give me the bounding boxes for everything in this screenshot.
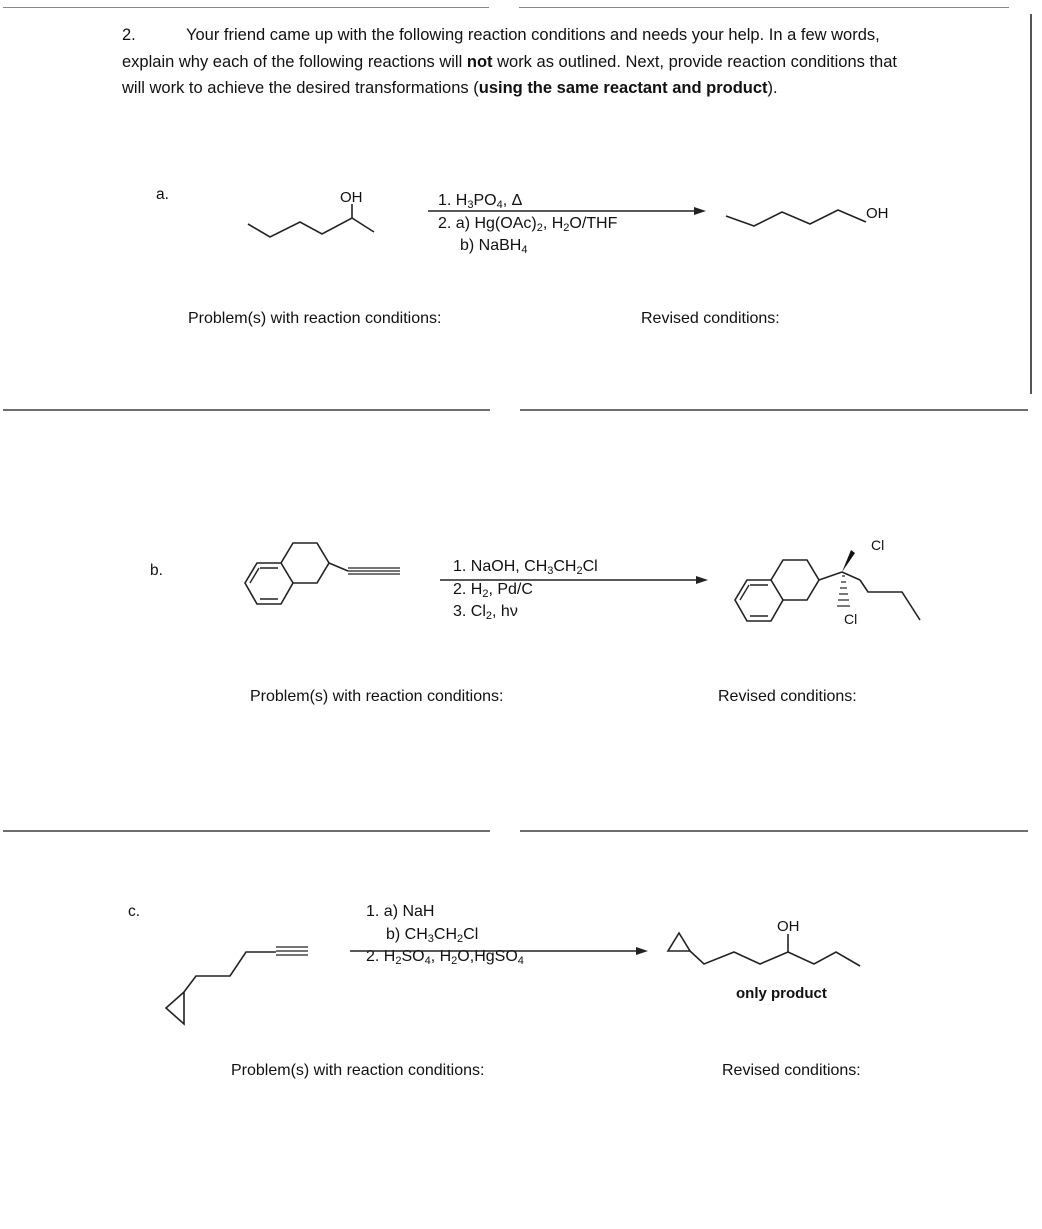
condition-text: O/THF <box>569 214 618 232</box>
subscript: 3 <box>467 199 474 211</box>
part-a-problem-heading: Problem(s) with reaction conditions: <box>188 310 442 327</box>
subscript: 2 <box>457 932 464 945</box>
question-number: 2. <box>122 26 136 44</box>
condition-text: 2. a) Hg(OAc) <box>438 214 537 232</box>
subscript: 2 <box>485 610 493 622</box>
subscript: 4 <box>521 244 528 256</box>
part-a-reactant-oh: OH <box>340 189 363 206</box>
part-a-divider-right <box>520 409 1028 411</box>
part-c-product-structure <box>664 914 874 979</box>
condition-text: PO <box>473 192 497 209</box>
part-a-product-oh: OH <box>866 205 889 222</box>
part-a-label: a. <box>156 186 169 203</box>
condition-text: 3. Cl <box>453 603 486 620</box>
condition-text: 1. NaOH, CH <box>453 558 548 575</box>
condition-text: 1. a) NaH <box>366 903 435 920</box>
part-b-divider-left <box>3 830 490 832</box>
subscript: 2 <box>536 221 543 234</box>
condition-text: , hν <box>492 603 518 620</box>
question-segment: ). <box>767 79 778 97</box>
part-b-conditions <box>453 556 598 624</box>
part-c-arrow <box>350 944 650 958</box>
subscript: 2 <box>451 955 458 967</box>
part-a-condition-line <box>438 235 617 258</box>
subscript: 4 <box>496 199 503 211</box>
subscript: 2 <box>563 221 570 234</box>
part-b-condition-line <box>453 601 598 624</box>
part-c-condition-line <box>366 924 524 947</box>
question-segment: Your friend came up with the following reaction conditions and needs your help. In a few words, explain why each of the following reactions will <box>122 26 880 71</box>
condition-text: SO <box>401 948 425 965</box>
part-c-conditions <box>366 901 524 969</box>
part-a-conditions <box>438 190 617 258</box>
part-b-problem-heading: Problem(s) with reaction conditions: <box>250 688 504 705</box>
part-a-revised-heading: Revised conditions: <box>641 310 780 327</box>
subscript: 4 <box>424 955 431 967</box>
part-a-divider-left <box>3 409 490 411</box>
condition-text: CH <box>553 558 577 575</box>
condition-text: O,HgSO <box>457 948 518 965</box>
top-rule-right <box>519 7 1009 8</box>
part-c-revised-heading: Revised conditions: <box>722 1062 861 1079</box>
question-segment: work as outlined. Next, provide reaction conditions that will work to achieve the desired transformations ( <box>122 52 897 97</box>
condition-text: 1. H <box>438 192 468 209</box>
part-c-reactant-structure <box>158 940 318 1035</box>
part-b-product-cl-bottom: Cl <box>844 611 858 627</box>
part-c-product-note: only product <box>736 985 827 1002</box>
part-c-product-oh: OH <box>777 918 800 935</box>
subscript: 2 <box>576 565 583 577</box>
question-segment: using the same reactant and product <box>478 79 768 97</box>
subscript: 2 <box>395 955 402 967</box>
part-b-product-cl-top: Cl <box>871 537 885 553</box>
part-b-label: b. <box>150 562 163 579</box>
condition-text: CH <box>433 925 458 943</box>
part-b-divider-right <box>520 830 1028 832</box>
subscript: 3 <box>427 932 434 945</box>
subscript: 2 <box>482 587 489 600</box>
condition-text: , H <box>430 948 452 965</box>
part-a-arrow <box>428 203 708 217</box>
condition-text: Cl <box>582 558 598 575</box>
part-c-problem-heading: Problem(s) with reaction conditions: <box>231 1062 485 1079</box>
condition-text: , Pd/C <box>488 580 533 598</box>
part-b-revised-heading: Revised conditions: <box>718 688 857 705</box>
top-rule-left <box>3 7 489 8</box>
part-b-arrow <box>440 573 710 587</box>
condition-text: , Δ <box>502 192 523 209</box>
part-a-reactant-structure <box>240 184 380 244</box>
condition-text: , H <box>542 214 564 232</box>
condition-text: b) CH <box>386 925 428 943</box>
part-c-condition-line <box>366 901 524 924</box>
subscript: 4 <box>517 955 524 967</box>
right-border <box>1030 14 1032 394</box>
condition-text: Cl <box>463 925 479 943</box>
question-segment: not <box>466 52 493 71</box>
subscript: 3 <box>547 565 554 577</box>
question-text <box>122 22 912 102</box>
part-a-product-structure <box>720 196 910 236</box>
condition-text: b) NaBH <box>460 237 522 254</box>
condition-text: 2. H <box>366 948 396 965</box>
part-b-product-structure <box>724 532 934 637</box>
condition-text: 2. H <box>453 580 483 598</box>
part-b-reactant-structure <box>230 535 410 630</box>
part-c-label: c. <box>128 903 141 920</box>
